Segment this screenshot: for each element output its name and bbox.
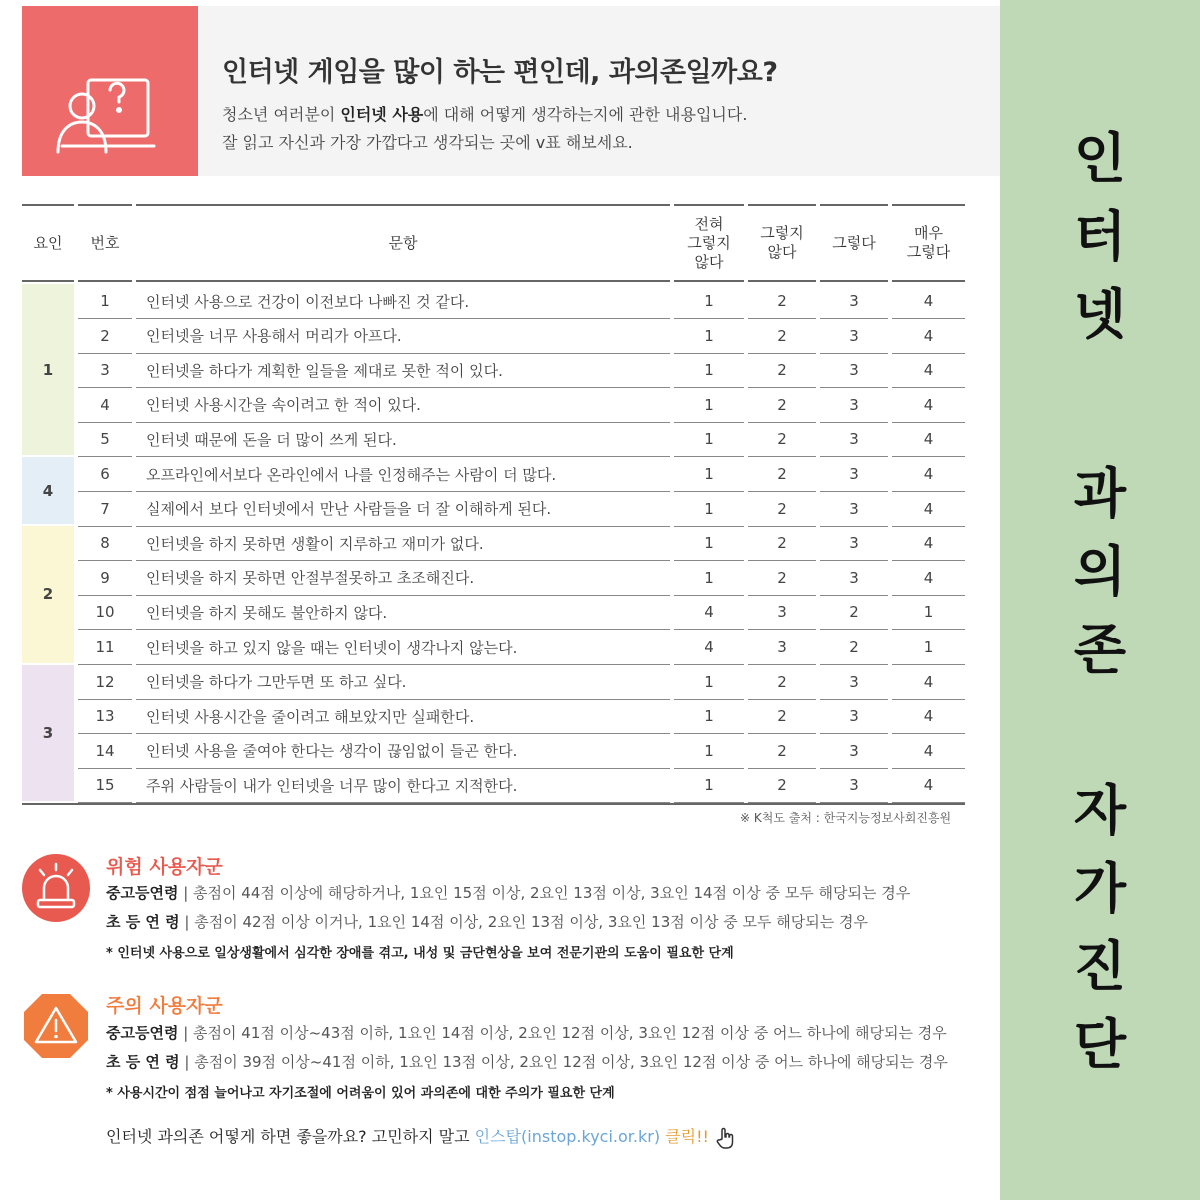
subtitle-text: 청소년 여러분이 (222, 105, 341, 124)
score-option[interactable]: 4 (923, 395, 934, 414)
column-header: 문항 (388, 233, 418, 252)
factor-group-label: 4 (22, 457, 74, 524)
score-option[interactable]: 4 (923, 361, 934, 380)
score-option[interactable]: 2 (777, 361, 787, 380)
score-option[interactable]: 4 (923, 672, 934, 691)
score-option[interactable]: 2 (777, 707, 787, 726)
score-option[interactable]: 3 (849, 776, 859, 795)
score-option[interactable]: 3 (849, 465, 859, 483)
score-option[interactable]: 4 (923, 499, 934, 518)
item-number: 3 (100, 361, 110, 380)
item-text: 인터넷을 하고 있지 않을 때는 인터넷이 생각나지 않는다. (146, 638, 518, 657)
click-text: 클릭!! (660, 1127, 709, 1146)
score-option[interactable]: 4 (923, 430, 934, 449)
side-character: 터 (1073, 205, 1127, 268)
score-option[interactable]: 2 (777, 326, 787, 345)
side-character: 인 (1073, 127, 1127, 190)
score-option[interactable]: 2 (777, 430, 787, 449)
item-number: 5 (100, 430, 110, 449)
danger-title: 위험 사용자군 (106, 856, 223, 878)
score-option[interactable]: 3 (849, 430, 859, 449)
subtitle-emphasis: 인터넷 사용 (340, 105, 424, 124)
item-number: 9 (100, 568, 110, 587)
age-label: 중고등연령 (106, 884, 179, 902)
item-text: 인터넷을 너무 사용해서 머리가 아프다. (146, 327, 402, 346)
side-character: 넷 (1073, 283, 1127, 346)
subtitle-line-1 (222, 102, 747, 125)
item-text: 인터넷 때문에 돈을 더 많이 쓰게 된다. (146, 430, 397, 449)
score-option[interactable]: 4 (923, 776, 934, 795)
caution-line-secondary (106, 1022, 947, 1043)
side-character: 존 (1073, 618, 1127, 681)
table-row (22, 630, 965, 665)
score-option[interactable]: 4 (704, 638, 714, 656)
header-rule (820, 204, 888, 206)
side-word-overdependence (1000, 455, 1200, 689)
instop-link[interactable]: 인스탑(instop.kyci.or.kr) (474, 1127, 661, 1146)
item-text: 인터넷을 하지 못하면 생활이 지루하고 재미가 없다. (146, 534, 484, 553)
criteria-text: | 총점이 41점 이상~43점 이하, 1요인 14점 이상, 2요인 12점 이상, 3요인 12점 이상 중 어느 하나에 해당되는 경우 (178, 1024, 947, 1042)
score-option[interactable]: 4 (923, 292, 934, 310)
danger-line-elementary (106, 911, 868, 932)
header-rule (22, 280, 74, 282)
criteria-text: | 총점이 42점 이상 이거나, 1요인 14점 이상, 2요인 13점 이상, 3요인 13점 이상 중 모두 해당되는 경우 (179, 913, 868, 931)
score-option[interactable]: 1 (704, 292, 714, 310)
table-bottom-rule (22, 803, 965, 805)
side-title-panel (1000, 0, 1200, 1200)
factor-group-label: 3 (22, 665, 74, 801)
column-header: 그렇지 않다 (760, 224, 804, 261)
item-number: 8 (100, 534, 110, 553)
page-title: 인터넷 게임을 많이 하는 편인데, 과의존일까요? (222, 57, 778, 88)
footer-text: 인터넷 과의존 어떻게 하면 좋을까요? 고민하지 말고 (106, 1127, 475, 1146)
header-rule (674, 280, 744, 282)
item-text: 인터넷을 하지 못해도 불안하지 않다. (146, 603, 388, 622)
danger-note: * 인터넷 사용으로 일상생활에서 심각한 장애를 겪고, 내성 및 금단현상을 보여 전문기관의 도움이 필요한 단계 (106, 946, 734, 961)
column-header: 전혀 그렇지 않다 (687, 214, 731, 271)
score-option[interactable]: 3 (777, 638, 787, 656)
score-option[interactable]: 4 (923, 741, 934, 760)
side-character: 자 (1073, 779, 1127, 842)
column-header: 번호 (90, 233, 120, 252)
header-rule (136, 280, 670, 282)
item-text: 인터넷을 하다가 그만두면 또 하고 싶다. (146, 673, 407, 692)
score-option[interactable]: 1 (704, 568, 714, 587)
score-option[interactable]: 1 (704, 361, 714, 380)
table-row (22, 319, 965, 354)
table-row (22, 768, 965, 803)
item-text: 인터넷 사용시간을 줄이려고 해보았지만 실패한다. (146, 707, 475, 726)
item-number: 4 (100, 395, 110, 414)
score-option[interactable]: 4 (923, 465, 934, 483)
danger-line-secondary (106, 882, 910, 903)
header-rule (892, 280, 965, 282)
item-number: 11 (95, 638, 115, 656)
table-row (22, 353, 965, 388)
table-row (22, 595, 965, 630)
item-text: 인터넷 사용을 줄여야 한다는 생각이 끊임없이 들곤 한다. (146, 742, 518, 761)
score-option[interactable]: 2 (777, 776, 787, 795)
score-option[interactable]: 3 (849, 534, 859, 553)
table-row (22, 422, 965, 457)
header-banner (22, 6, 1000, 176)
score-option[interactable]: 4 (704, 603, 714, 622)
score-option[interactable]: 2 (849, 638, 859, 656)
score-option[interactable]: 3 (849, 741, 859, 760)
score-option[interactable]: 2 (777, 499, 787, 518)
side-character: 과 (1073, 462, 1127, 525)
score-option[interactable]: 2 (777, 292, 787, 310)
item-text: 인터넷을 하지 못하면 안절부절못하고 초조해진다. (146, 569, 475, 588)
item-text: 인터넷 사용으로 건강이 이전보다 나빠진 것 같다. (146, 292, 470, 311)
score-option[interactable]: 2 (777, 568, 787, 587)
score-option[interactable]: 4 (923, 568, 934, 587)
score-option[interactable]: 1 (704, 499, 714, 518)
score-option[interactable]: 1 (704, 326, 714, 345)
header-rule (78, 280, 132, 282)
score-option[interactable]: 3 (849, 568, 859, 587)
score-option[interactable]: 4 (923, 707, 934, 726)
source-note: ※ K척도 출처 : 한국지능정보사회진흥원 (740, 811, 952, 825)
item-text: 인터넷을 하다가 계획한 일들을 제대로 못한 적이 있다. (146, 361, 503, 380)
score-option[interactable]: 1 (704, 465, 714, 483)
score-option[interactable]: 1 (704, 430, 714, 449)
score-option[interactable]: 2 (777, 395, 787, 414)
siren-icon (20, 852, 92, 924)
age-label: 초 등 연 령 (106, 913, 180, 931)
header-rule (892, 204, 965, 206)
item-number: 12 (95, 672, 115, 691)
item-number: 10 (95, 603, 115, 622)
table-row (22, 457, 965, 492)
age-label: 중고등연령 (106, 1024, 179, 1042)
subtitle-text: 에 대해 어떻게 생각하는지에 관한 내용입니다. (423, 105, 748, 124)
column-header: 그렇다 (832, 233, 876, 252)
score-option[interactable]: 3 (849, 361, 859, 380)
score-option[interactable]: 3 (849, 292, 859, 310)
score-option[interactable]: 1 (704, 395, 714, 414)
header-rule (22, 204, 74, 206)
header-rule (748, 280, 816, 282)
header-rule (748, 204, 816, 206)
factor-group-label: 1 (22, 284, 74, 455)
score-option[interactable]: 1 (704, 707, 714, 726)
side-character: 가 (1073, 857, 1127, 920)
score-option[interactable]: 1 (923, 638, 934, 656)
column-header: 요인 (33, 233, 63, 252)
item-number: 6 (100, 465, 110, 483)
table-row (22, 699, 965, 734)
criteria-text: | 총점이 44점 이상에 해당하거나, 1요인 15점 이상, 2요인 13점 이상, 3요인 14점 이상 중 모두 해당되는 경우 (178, 884, 911, 902)
item-text: 인터넷 사용시간을 속이려고 한 적이 있다. (146, 396, 421, 415)
table-row (22, 492, 965, 527)
score-option[interactable]: 3 (849, 672, 859, 691)
score-option[interactable]: 3 (849, 707, 859, 726)
item-number: 14 (95, 741, 115, 760)
side-character: 단 (1073, 1013, 1127, 1076)
footer-line (106, 1124, 738, 1150)
header-rule (820, 280, 888, 282)
warning-triangle-icon (20, 990, 92, 1062)
side-character: 의 (1073, 540, 1127, 603)
column-header: 매우 그렇다 (906, 224, 951, 261)
side-word-self-diagnosis (1000, 772, 1200, 1084)
header-icon-box (22, 6, 198, 176)
score-option[interactable]: 2 (777, 465, 787, 483)
score-option[interactable]: 1 (704, 776, 714, 795)
header-rule (78, 204, 132, 206)
side-word-internet (1000, 120, 1200, 354)
item-text: 실제에서 보다 인터넷에서 만난 사람들을 더 잘 이해하게 된다. (146, 500, 552, 519)
factor-group-label: 2 (22, 526, 74, 662)
table-row (22, 665, 965, 700)
caution-line-elementary (106, 1051, 948, 1072)
score-option[interactable]: 1 (704, 672, 714, 691)
score-option[interactable]: 3 (849, 499, 859, 518)
header-rule (136, 204, 670, 206)
table-row (22, 388, 965, 423)
score-option[interactable]: 1 (704, 534, 714, 553)
header-rule (674, 204, 744, 206)
score-option[interactable]: 2 (777, 534, 787, 553)
score-option[interactable]: 2 (777, 672, 787, 691)
criteria-text: | 총점이 39점 이상~41점 이하, 1요인 13점 이상, 2요인 12점 이상, 3요인 12점 이상 중 어느 하나에 해당되는 경우 (179, 1053, 948, 1071)
score-option[interactable]: 3 (849, 395, 859, 414)
computer-user-question-icon (22, 6, 198, 176)
score-option[interactable]: 3 (849, 326, 859, 345)
table-row (22, 284, 965, 319)
score-option[interactable]: 1 (704, 741, 714, 760)
item-number: 13 (95, 707, 115, 726)
caution-note: * 사용시간이 점점 늘어나고 자기조절에 어려움이 있어 과의존에 대한 주의가 필요한 단계 (106, 1086, 615, 1101)
score-option[interactable]: 4 (923, 326, 934, 345)
score-option[interactable]: 3 (777, 603, 787, 622)
item-text: 주위 사람들이 내가 인터넷을 너무 많이 한다고 지적한다. (146, 776, 518, 795)
item-number: 7 (100, 499, 110, 518)
score-option[interactable]: 2 (849, 603, 859, 622)
age-label: 초 등 연 령 (106, 1053, 180, 1071)
table-row (22, 526, 965, 561)
subtitle-line-2: 잘 읽고 자신과 가장 가깝다고 생각되는 곳에 v표 해보세요. (222, 133, 633, 152)
hand-pointer-icon (714, 1126, 738, 1150)
caution-title: 주의 사용자군 (106, 995, 223, 1017)
table-row (22, 561, 965, 596)
score-option[interactable]: 2 (777, 741, 787, 760)
score-option[interactable]: 1 (923, 603, 934, 622)
table-row (22, 734, 965, 769)
score-option[interactable]: 4 (923, 534, 934, 553)
item-number: 15 (95, 776, 115, 795)
item-text: 오프라인에서보다 온라인에서 나를 인정해주는 사람이 더 많다. (146, 465, 557, 484)
item-number: 1 (100, 292, 110, 310)
side-character: 진 (1073, 935, 1127, 998)
item-number: 2 (100, 326, 110, 345)
